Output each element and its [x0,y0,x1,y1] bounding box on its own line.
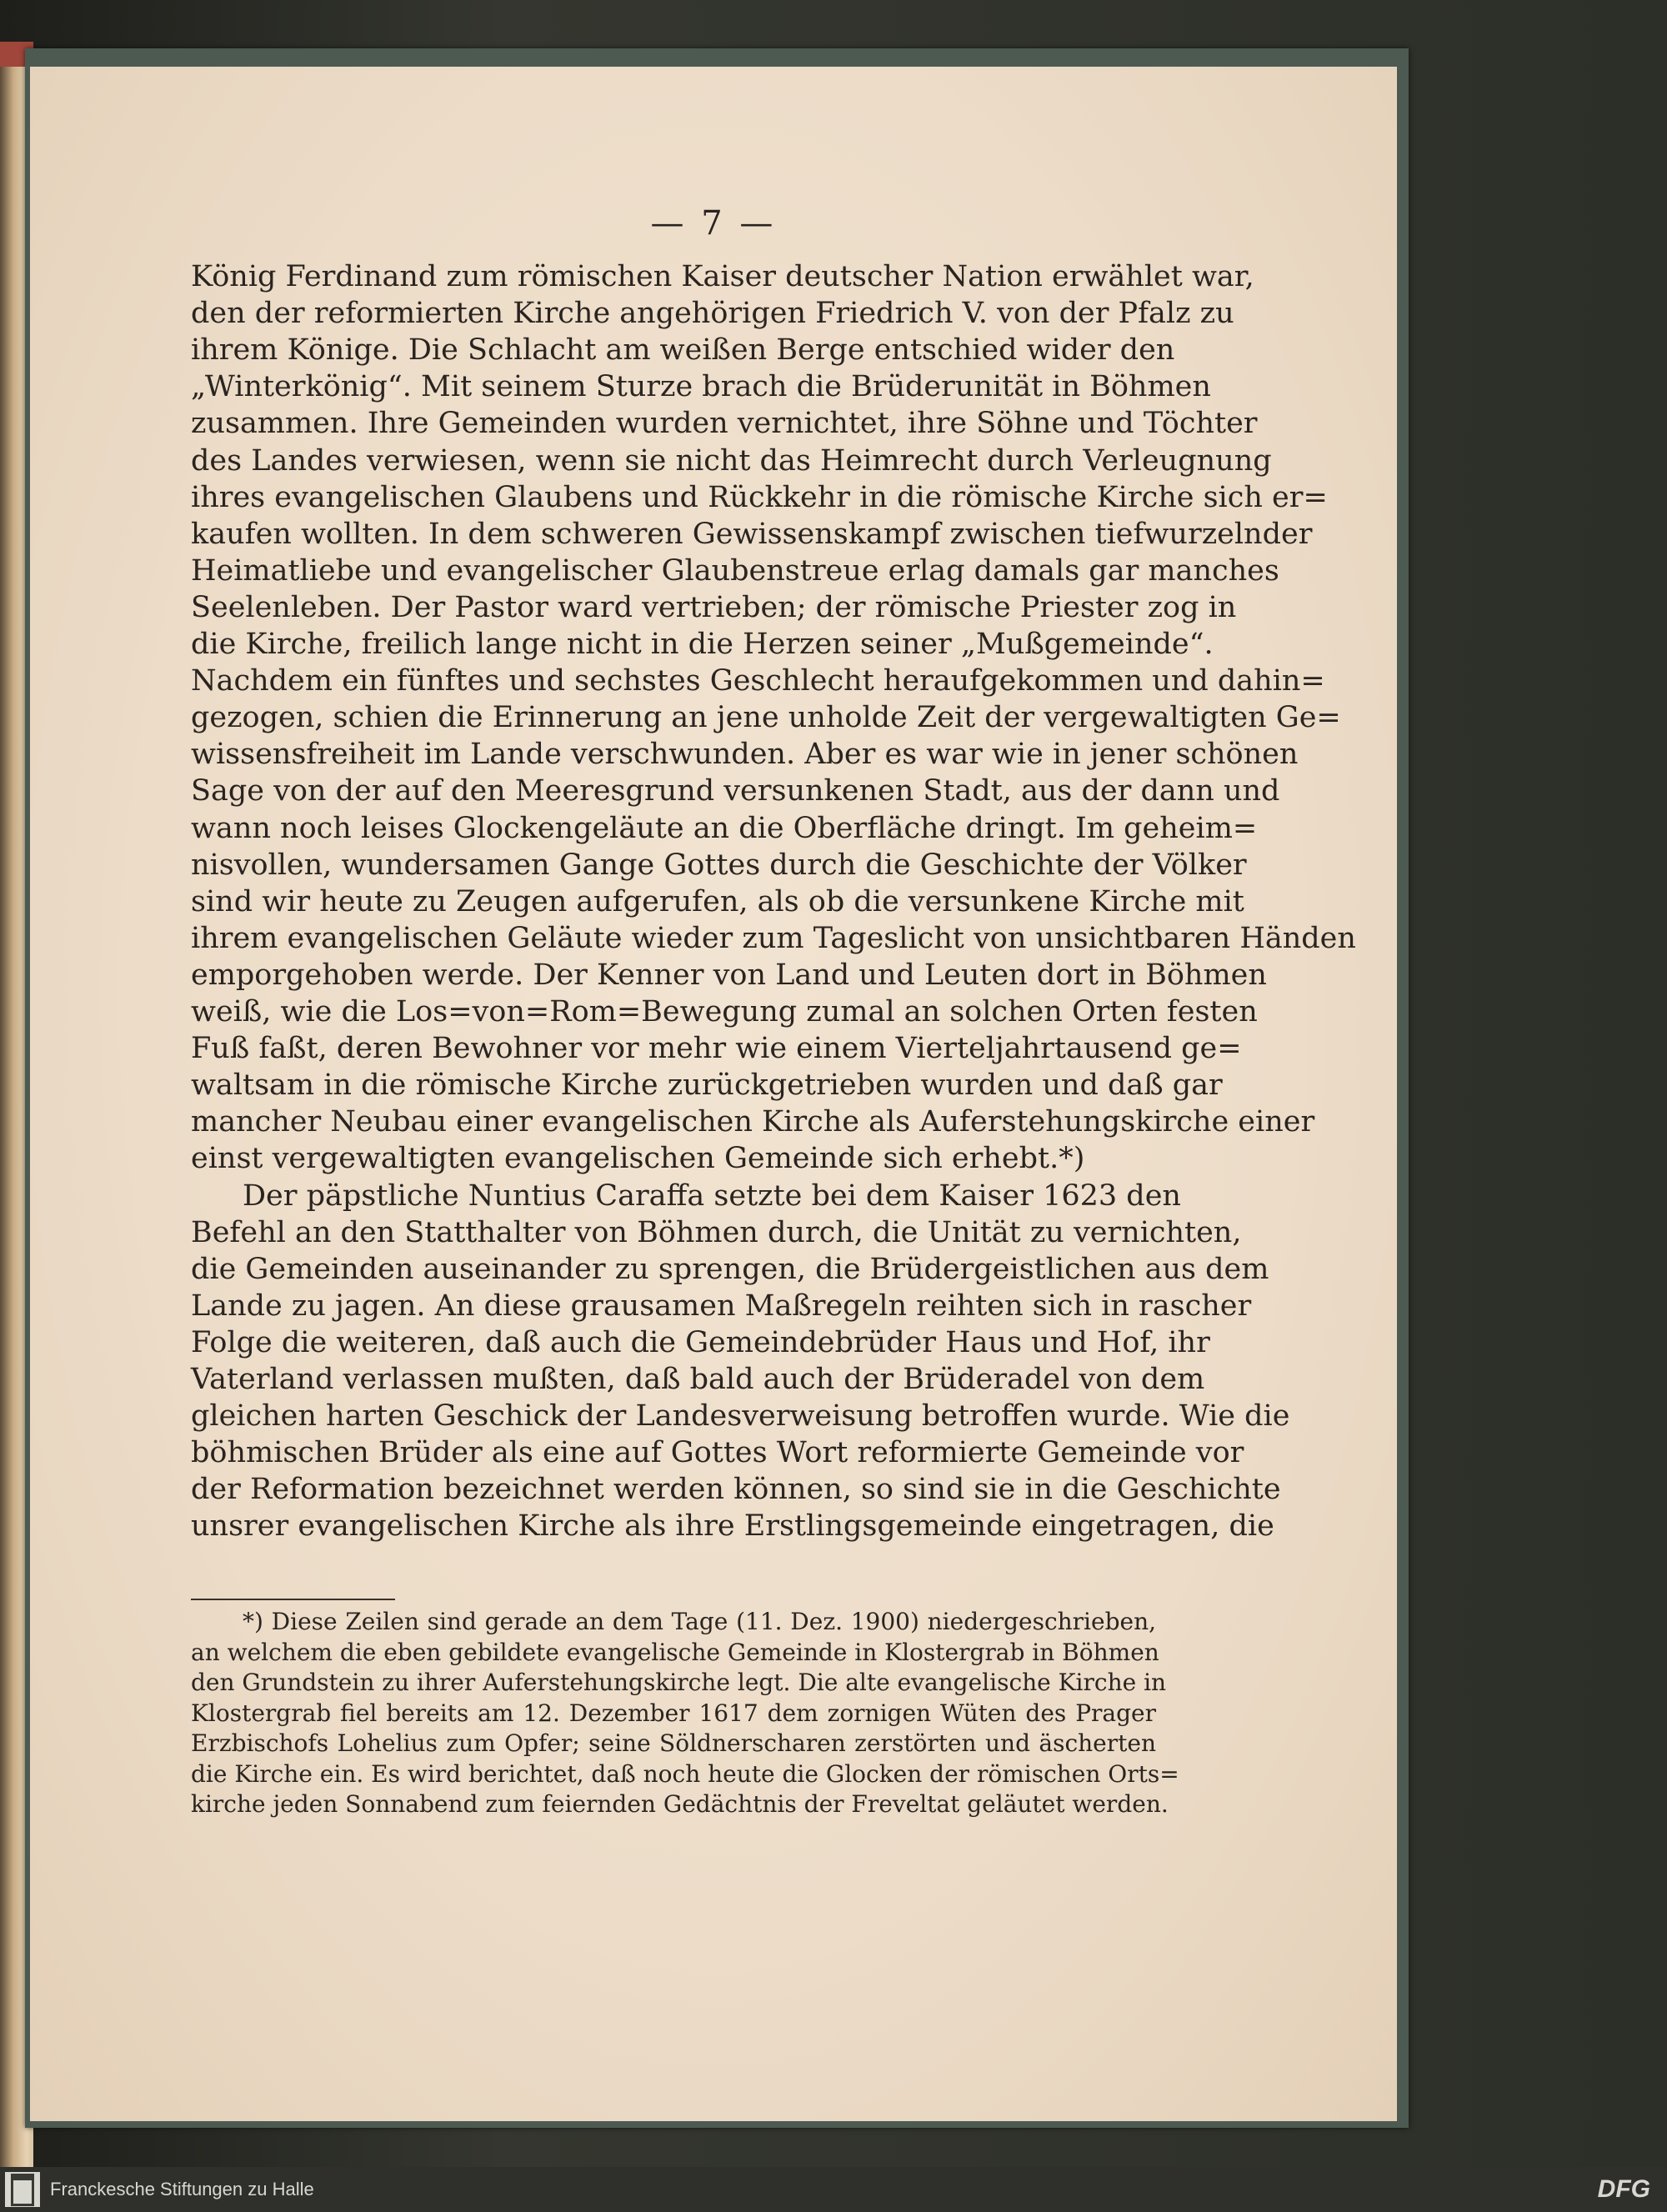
body-line: kaufen wollten. In dem schweren Gewissenskampf zwischen tiefwurzelnder [191,517,1313,551]
body-line: Lande zu jagen. An diese grausamen Maßregeln reihten sich in rascher [191,1289,1252,1323]
body-line: gezogen, schien die Erinnerung an jene unholde Zeit der vergewaltigten Ge= [191,701,1341,735]
body-line: Befehl an den Statthalter von Böhmen durch, die Unität zu vernichten, [191,1215,1242,1249]
body-line: böhmischen Brüder als eine auf Gottes Wort reformierte Gemeinde vor [191,1436,1244,1470]
body-line: „Winterkönig“. Mit seinem Sturze brach die Brüderunität in Böhmen [191,370,1211,404]
body-line: sind wir heute zu Zeugen aufgerufen, als ob die versunkene Kirche mit [191,884,1244,918]
page-number: — 7 — [650,204,777,243]
institution-name: Franckesche Stiftungen zu Halle [50,2179,314,2199]
body-line: die Gemeinden auseinander zu sprengen, die Brüdergeistlichen aus dem [191,1252,1269,1286]
footnote-line: Klostergrab fiel bereits am 12. Dezember 1617 dem zornigen Wüten des Prager [191,1699,1156,1727]
body-line: Vaterland verlassen mußten, daß bald auch der Brüderadel von dem [191,1363,1205,1396]
body-line: die Kirche, freilich lange nicht in die Herzen seiner „Mußgemeinde“. [191,628,1214,661]
footnote-line: *) Diese Zeilen sind gerade an dem Tage (11. Dez. 1900) niedergeschrieben, [243,1608,1156,1635]
body-line: gleichen harten Geschick der Landesverweisung betroffen wurde. Wie die [191,1399,1290,1434]
footnote-line: an welchem die eben gebildete evangelische Gemeinde in Klostergrab in Böhmen [191,1638,1159,1666]
footnote-line: den Grundstein zu ihrer Auferstehungskirche legt. Die alte evangelische Kirche in [191,1669,1167,1696]
book-page [30,67,1397,2121]
body-line: zusammen. Ihre Gemeinden wurden vernichtet, ihre Söhne und Töchter [191,407,1258,441]
body-line: Heimatliebe und evangelischer Glaubenstreue erlag damals gar manches [191,553,1279,588]
body-line: wissensfreiheit im Lande verschwunden. Aber es war wie in jener schönen [191,738,1299,772]
body-line: mancher Neubau einer evangelischen Kirche als Auferstehungskirche einer [191,1105,1315,1139]
body-line: unsrer evangelischen Kirche als ihre Erstlingsgemeinde eingetragen, die [191,1509,1274,1544]
body-line: Der päpstliche Nuntius Caraffa setzte bei dem Kaiser 1623 den [243,1179,1181,1213]
footnote-line: die Kirche ein. Es wird berichtet, daß noch heute die Glocken der römischen Orts= [191,1759,1179,1788]
body-line: Nachdem ein fünftes und sechstes Geschlecht heraufgekommen und dahin= [191,664,1325,698]
body-line: der Reformation bezeichnet werden können, so sind sie in die Geschichte [191,1473,1281,1507]
viewer-footer [0,2167,1667,2212]
body-line: des Landes verwiesen, wenn sie nicht das Heimrecht durch Verleugnung [191,443,1272,478]
footnote-rule [191,1599,395,1600]
body-line: waltsam in die römische Kirche zurückgetrieben wurden und daß gar [191,1068,1223,1103]
body-line: Seelenleben. Der Pastor ward vertrieben; der römische Priester zog in [191,590,1237,624]
footnote-line: Erzbischofs Lohelius zum Opfer; seine Söldnerscharen zerstörten und äscherten [191,1729,1156,1757]
body-line: den der reformierten Kirche angehörigen Friedrich V. von der Pfalz zu [191,297,1234,331]
dfg-logo: DFG [1597,2175,1650,2203]
body-line: wann noch leises Glockengeläute an die Oberfläche dringt. Im geheim= [191,811,1258,845]
body-line: einst vergewaltigten evangelischen Gemeinde sich erhebt.*) [191,1142,1085,1176]
body-line: ihres evangelischen Glaubens und Rückkehr in die römische Kirche sich er= [191,480,1328,514]
body-line: nisvollen, wundersamen Gange Gottes durch die Geschichte der Völker [191,848,1247,882]
institution-logo-icon [5,2172,40,2207]
footnote-line: kirche jeden Sonnabend zum feiernden Gedächtnis der Freveltat geläutet werden. [191,1790,1169,1818]
body-line: Sage von der auf den Meeresgrund versunkenen Stadt, aus der dann und [191,774,1280,808]
body-line: Fuß faßt, deren Bewohner vor mehr wie einem Vierteljahrtausend ge= [191,1032,1242,1066]
body-line: Folge die weiteren, daß auch die Gemeindebrüder Haus und Hof, ihr [191,1325,1210,1359]
body-line: König Ferdinand zum römischen Kaiser deutscher Nation erwählet war, [191,260,1254,293]
body-line: emporgehoben werde. Der Kenner von Land und Leuten dort in Böhmen [191,958,1267,992]
body-line: ihrem Könige. Die Schlacht am weißen Berge entschied wider den [191,333,1175,368]
body-line: weiß, wie die Los=von=Rom=Bewegung zumal an solchen Orten festen [191,995,1258,1028]
body-line: ihrem evangelischen Geläute wieder zum Tageslicht von unsichtbaren Händen [191,921,1356,955]
